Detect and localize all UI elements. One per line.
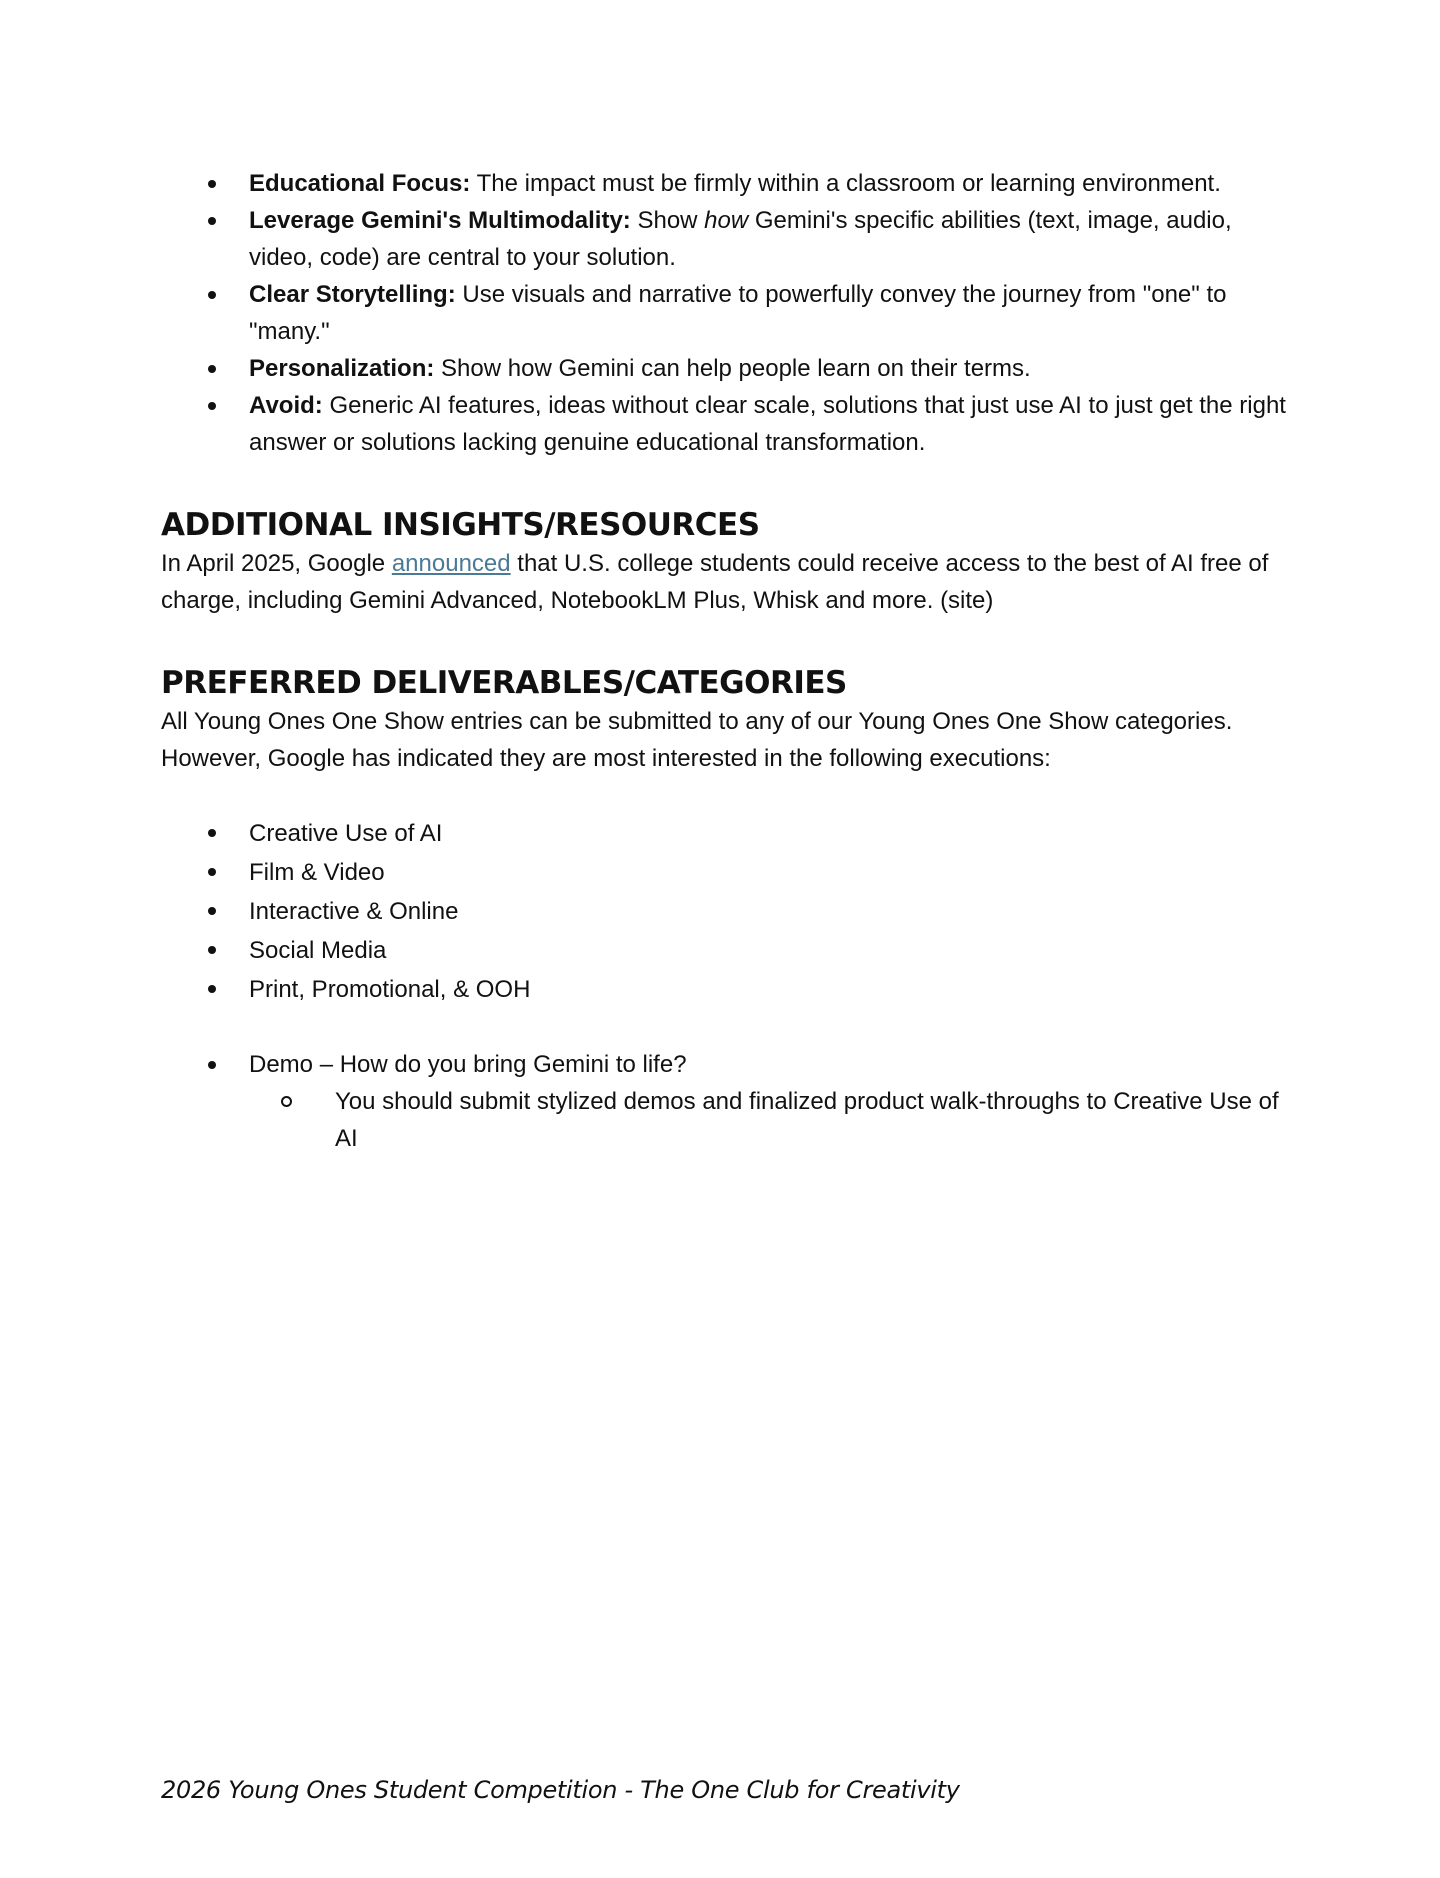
list-item [161,1046,1301,1157]
list-item [161,276,1301,350]
demo-sublist [249,1083,1301,1157]
insights-text-pre: In April 2025, Google [161,550,392,577]
item-text: Gemini's specific abilities (text, image, audio, video, code) are central to your solution. [249,207,1232,271]
item-text-pre: Show [630,207,705,234]
item-label: Avoid: [249,392,323,419]
page-footer: 2026 Young Ones Student Competition - The One Club for Creativity [161,1776,960,1804]
document-page [161,165,1301,1157]
deliverables-heading: PREFERRED DELIVERABLES/CATEGORIES [161,665,847,701]
list-item [161,387,1301,461]
deliverables-intro: All Young Ones One Show entries can be submitted to any of our Young Ones One Show categories. However, Google has indicated they are most interested in the following executions: [161,708,1233,772]
insights-heading: ADDITIONAL INSIGHTS/RESOURCES [161,507,760,543]
list-item: Interactive & Online [161,892,1301,931]
item-text: The impact must be firmly within a classroom or learning environment. [470,170,1221,197]
list-item [161,350,1301,387]
item-text: Use visuals and narrative to powerfully convey the journey from "one" to "many." [249,281,1227,345]
item-label: Leverage Gemini's Multimodality: [249,207,631,234]
sub-list-item: You should submit stylized demos and finalized product walk-throughs to Creative Use of AI [249,1083,1301,1157]
list-item: Print, Promotional, & OOH [161,970,1301,1009]
item-emphasis: how [704,207,749,234]
list-item: Social Media [161,931,1301,970]
item-label: Educational Focus: [249,170,471,197]
list-item [161,202,1301,276]
categories-list [161,814,1301,1009]
item-text: Show how Gemini can help people learn on their terms. [434,355,1031,382]
insights-text-post: that U.S. college students could receive access to the best of AI free of charge, including Gemini Advanced, NotebookLM Plus, Whisk and more. (site) [161,550,1269,614]
focus-list [161,165,1301,461]
list-item [161,165,1301,202]
item-label: Personalization: [249,355,435,382]
item-text: Generic AI features, ideas without clear scale, solutions that just use AI to just get the right answer or solutions lacking genuine educational transformation. [249,392,1286,456]
demo-label: Demo – How do you bring Gemini to life? [249,1051,687,1078]
announced-link[interactable]: announced [391,550,511,577]
insights-paragraph [161,545,1301,619]
item-label: Clear Storytelling: [249,281,456,308]
demo-list [161,1046,1301,1157]
list-item: Creative Use of AI [161,814,1301,853]
list-item: Film & Video [161,853,1301,892]
